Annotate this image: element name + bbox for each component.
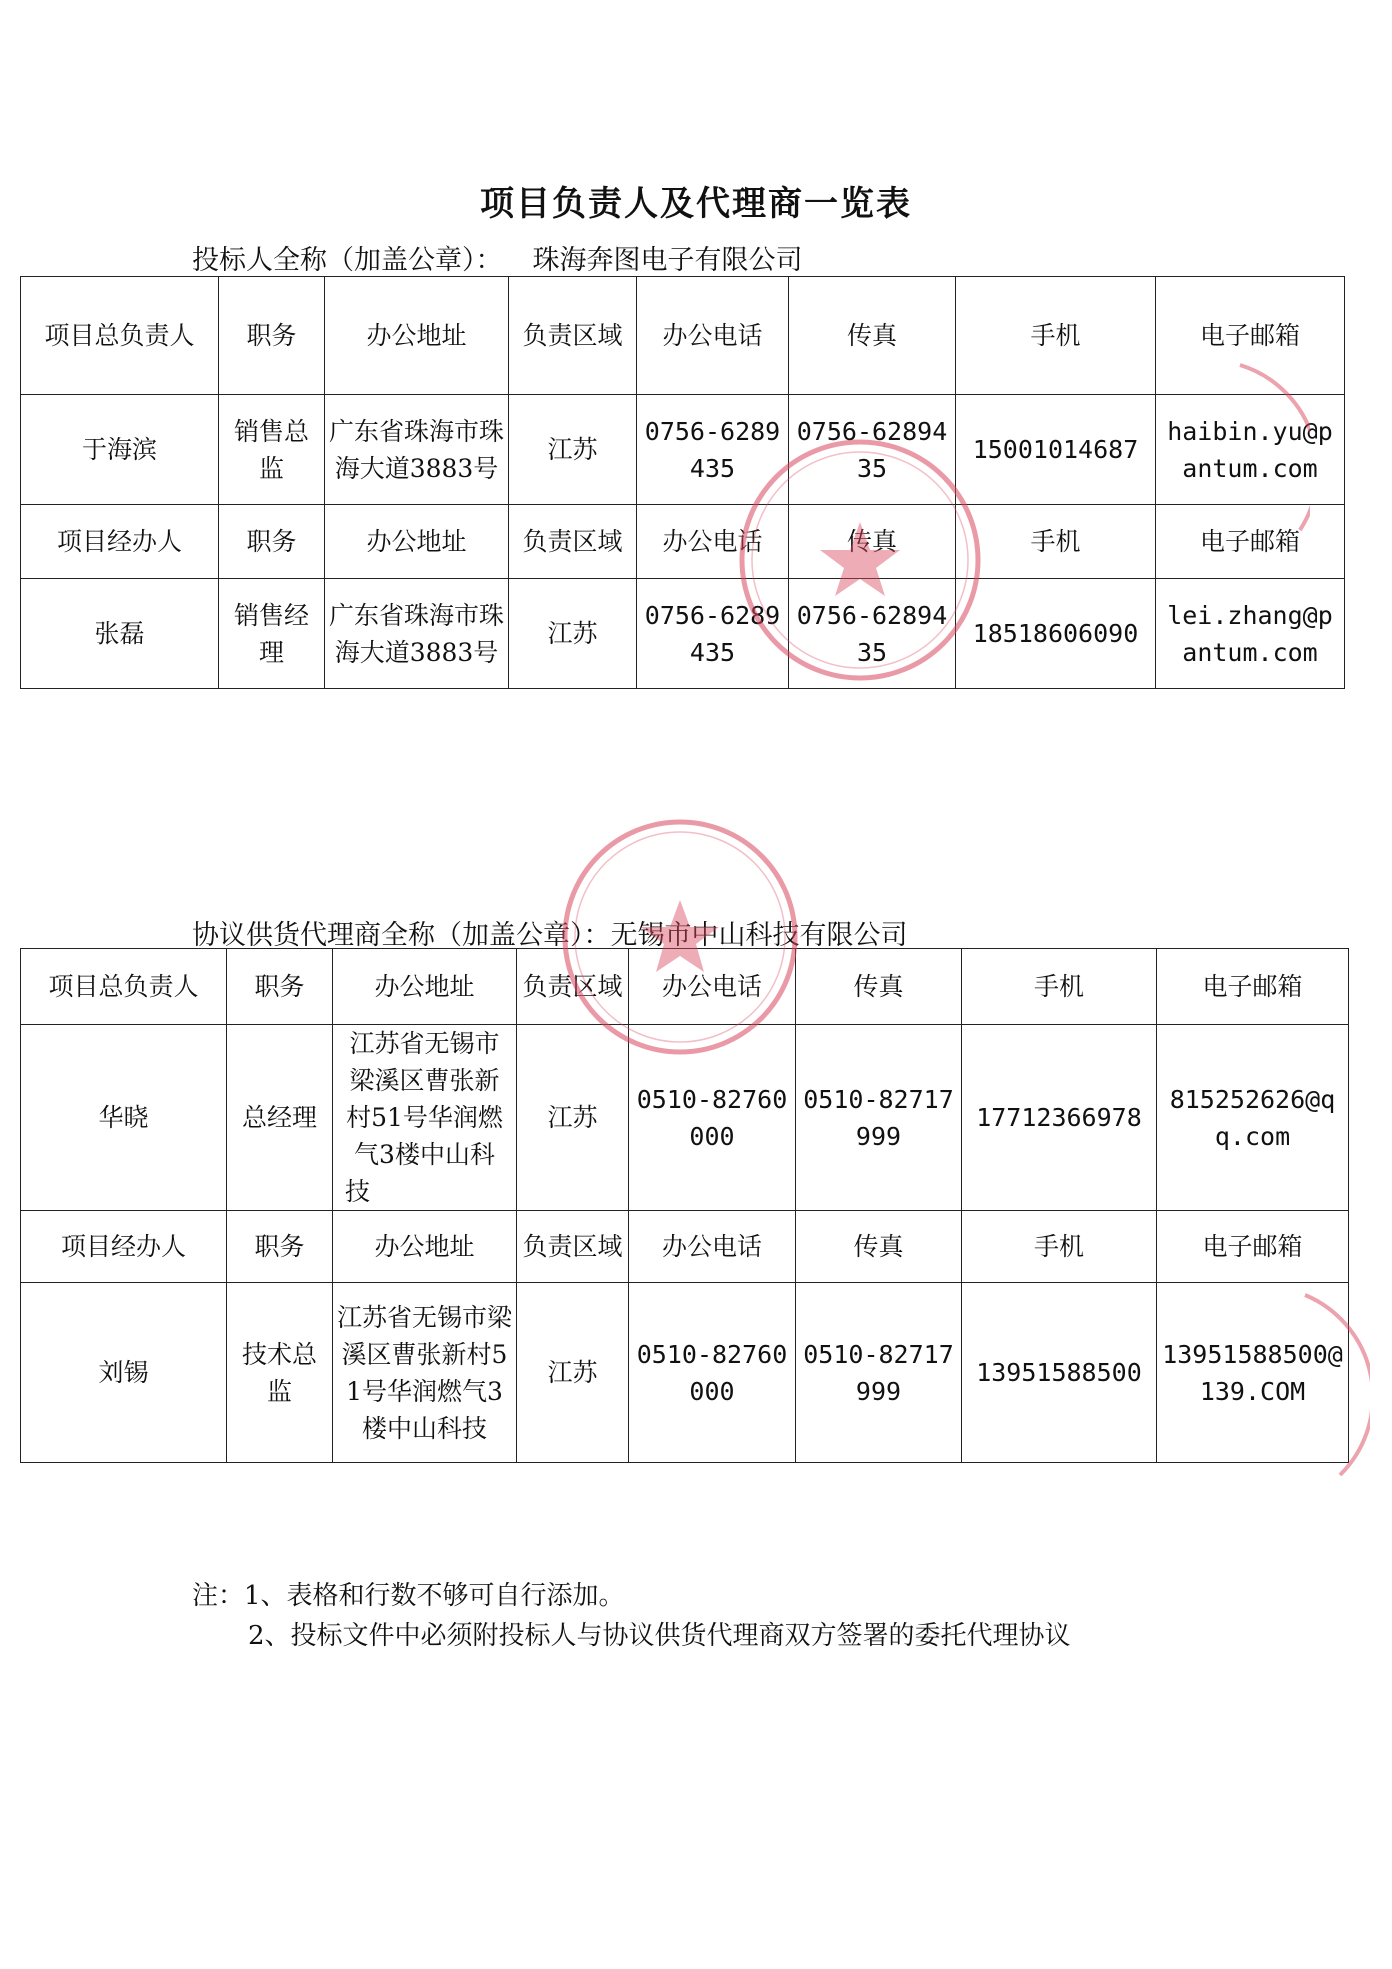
office-phone-cell: 0510-82760000: [629, 1283, 796, 1463]
header-cell: 手机: [956, 505, 1156, 579]
header-cell: 项目总负责人: [21, 277, 219, 395]
email-cell: 815252626@qq.com: [1157, 1025, 1349, 1211]
header-cell: 电子邮箱: [1157, 949, 1349, 1025]
document-title: 项目负责人及代理商一览表: [480, 184, 912, 224]
email-cell: haibin.yu@pantum.com: [1156, 395, 1345, 505]
header-cell: 办公地址: [325, 277, 509, 395]
agent-label: 协议供货代理商全称（加盖公章）：: [192, 920, 611, 951]
address-cell: 江苏省无锡市梁溪区曹张新村51号华润燃气3楼中山科技: [333, 1283, 517, 1463]
note-2: 2、投标文件中必须附投标人与协议供货代理商双方签署的委托代理协议: [248, 1621, 1071, 1651]
fax-cell: 0756-6289435: [789, 395, 956, 505]
mobile-cell: 13951588500: [962, 1283, 1157, 1463]
name-cell: 于海滨: [21, 395, 219, 505]
bidder-name: 珠海奔图电子有限公司: [532, 245, 803, 276]
header-cell: 电子邮箱: [1156, 277, 1345, 395]
name-cell: 华晓: [21, 1025, 227, 1211]
position-cell: 技术总监: [227, 1283, 333, 1463]
region-cell: 江苏: [517, 1283, 629, 1463]
fax-cell: 0510-82717999: [796, 1283, 962, 1463]
agent-line: [192, 913, 908, 952]
office-phone-cell: 0756-6289435: [637, 395, 789, 505]
mobile-cell: 18518606090: [956, 579, 1156, 689]
note-1: 注：1、表格和行数不够可自行添加。: [192, 1581, 625, 1611]
header-cell: 办公电话: [629, 949, 796, 1025]
region-cell: 江苏: [509, 579, 637, 689]
table-row: [21, 1025, 1349, 1211]
header-cell: 负责区域: [509, 277, 637, 395]
header-cell: 办公地址: [333, 1211, 517, 1283]
header-cell: 手机: [962, 1211, 1157, 1283]
table-row: [21, 1283, 1349, 1463]
agent-table: [20, 948, 1349, 1463]
header-cell: 负责区域: [517, 949, 629, 1025]
mobile-cell: 15001014687: [956, 395, 1156, 505]
office-phone-cell: 0510-82760000: [629, 1025, 796, 1211]
header-cell: 传真: [789, 277, 956, 395]
header-cell: 电子邮箱: [1156, 505, 1345, 579]
email-cell: lei.zhang@pantum.com: [1156, 579, 1345, 689]
header-cell: 职务: [219, 277, 325, 395]
bidder-table: [20, 276, 1345, 689]
header-cell: 职务: [227, 1211, 333, 1283]
header-cell: 负责区域: [509, 505, 637, 579]
header-cell: 手机: [962, 949, 1157, 1025]
header-cell: 项目总负责人: [21, 949, 227, 1025]
position-cell: 销售总监: [219, 395, 325, 505]
header-cell: 传真: [796, 1211, 962, 1283]
bidder-label: 投标人全称（加盖公章）：: [192, 245, 503, 276]
header-cell: 项目经办人: [21, 505, 219, 579]
header-cell: 电子邮箱: [1157, 1211, 1349, 1283]
office-phone-cell: 0756-6289435: [637, 579, 789, 689]
name-cell: 张磊: [21, 579, 219, 689]
header-cell: 办公电话: [637, 277, 789, 395]
header-cell: 传真: [789, 505, 956, 579]
mobile-cell: 17712366978: [962, 1025, 1157, 1211]
table-header-row: [21, 949, 1349, 1025]
table-header-row: [21, 1211, 1349, 1283]
agent-name: 无锡市中山科技有限公司: [610, 920, 908, 951]
header-cell: 职务: [219, 505, 325, 579]
region-cell: 江苏: [509, 395, 637, 505]
bidder-line: [192, 238, 803, 277]
header-cell: 办公电话: [637, 505, 789, 579]
table-row: [21, 579, 1345, 689]
header-cell: 办公电话: [629, 1211, 796, 1283]
email-cell: 13951588500@139.COM: [1157, 1283, 1349, 1463]
table-header-row: [21, 505, 1345, 579]
header-cell: 传真: [796, 949, 962, 1025]
position-cell: 销售经理: [219, 579, 325, 689]
address-cell: 广东省珠海市珠海大道3883号: [325, 395, 509, 505]
name-cell: 刘锡: [21, 1283, 227, 1463]
notes: [192, 1576, 1071, 1656]
header-cell: 项目经办人: [21, 1211, 227, 1283]
header-cell: 职务: [227, 949, 333, 1025]
region-cell: 江苏: [517, 1025, 629, 1211]
header-cell: 手机: [956, 277, 1156, 395]
table-row: [21, 395, 1345, 505]
header-cell: 办公地址: [325, 505, 509, 579]
fax-cell: 0510-82717999: [796, 1025, 962, 1211]
address-cell: 广东省珠海市珠海大道3883号: [325, 579, 509, 689]
fax-cell: 0756-6289435: [789, 579, 956, 689]
header-cell: 办公地址: [333, 949, 517, 1025]
address-cell: 江苏省无锡市梁溪区曹张新村51号华润燃气3楼中山科技: [333, 1025, 517, 1211]
table-header-row: [21, 277, 1345, 395]
position-cell: 总经理: [227, 1025, 333, 1211]
header-cell: 负责区域: [517, 1211, 629, 1283]
